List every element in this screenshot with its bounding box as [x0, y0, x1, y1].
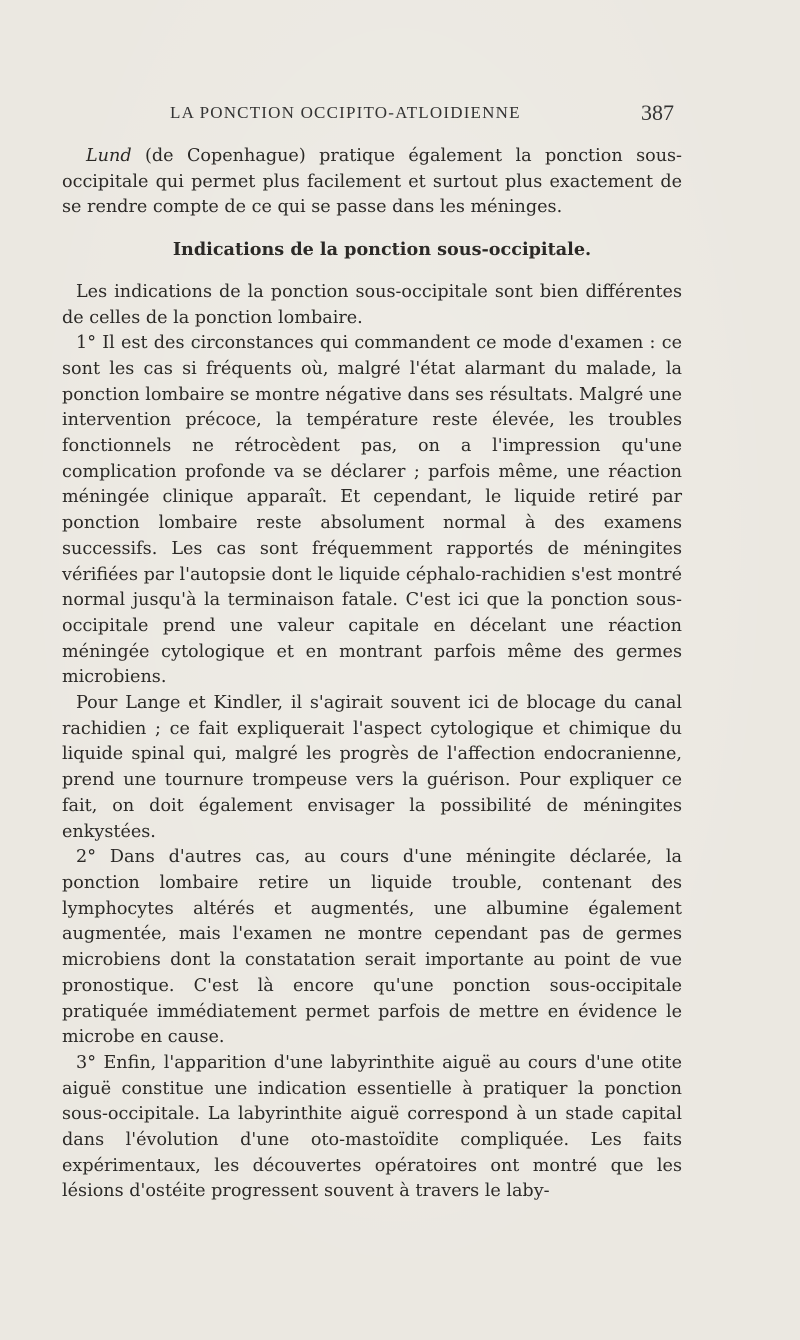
author-name: Lund	[86, 146, 132, 166]
page-body	[62, 144, 682, 1205]
intro-text: (de Copenhague) pratique également la ponction sous-occipitale qui permet plus facilement et surtout plus exactement de se rendre compte de ce qui se passe dans les méninges.	[62, 146, 682, 218]
page-number: 387	[641, 100, 674, 125]
paragraph: 3° Enfin, l'apparition d'une labyrinthite aiguë au cours d'une otite aiguë constitue une indication essentielle à pratiquer la ponction sous-occipitale. La labyrinthite aiguë correspond à un stade capital dans l'évolution d'une oto-mastoïdite compliquée. Les faits expérimentaux, les découvertes opératoires ont montré que les lésions d'ostéite progressent souvent à travers le laby-	[62, 1052, 682, 1202]
running-title: LA PONCTION OCCIPITO-ATLOIDIENNE	[170, 103, 521, 122]
section-heading: Indications de la ponction sous-occipitale.	[172, 239, 592, 261]
intro-paragraph	[62, 144, 682, 221]
paragraph: Pour Lange et Kindler, il s'agirait souvent ici de blocage du canal rachidien ; ce fait expliquerait l'aspect cytologique et chimique du liquide spinal qui, malgré les progrès de l'affection endocranienne, prend une tournure trompeuse vers la guérison. Pour expliquer ce fait, on doit également envisager la possibilité de méningites enkystées.	[62, 693, 682, 842]
paragraph: Les indications de la ponction sous-occipitale sont bien différentes de celles de la ponction lombaire.	[62, 281, 682, 328]
paragraph: 2° Dans d'autres cas, au cours d'une méningite déclarée, la ponction lombaire retire un liquide trouble, contenant des lymphocytes altérés et augmentés, une albumine également augmentée, mais l'examen ne montre cependant pas de germes microbiens dont la constatation serait importante au point de vue pronostique. C'est là encore qu'une ponction sous-occipitale pratiquée immédiatement permet parfois de mettre en évidence le microbe en cause.	[62, 847, 682, 1048]
paragraph: 1° Il est des circonstances qui commandent ce mode d'examen : ce sont les cas si fréquents où, malgré l'état alarmant du malade, la ponction lombaire se montre négative dans ses résultats. Malgré une intervention précoce, la température reste élevée, les troubles fonctionnels ne rétrocèdent pas, on a l'impression qu'une complication profonde va se déclarer ; parfois même, une réaction méningée clinique apparaît. Et cependant, le liquide retiré par ponction lombaire reste absolument normal à des examens successifs. Les cas sont fréquemment rapportés de méningites vérifiées par l'autopsie dont le liquide céphalo-rachidien s'est montré normal jusqu'à la terminaison fatale. C'est ici que la ponction sous-occipitale prend une valeur capitale en décelant une réaction méningée cytologique et en montrant parfois même des germes microbiens.	[62, 333, 682, 688]
